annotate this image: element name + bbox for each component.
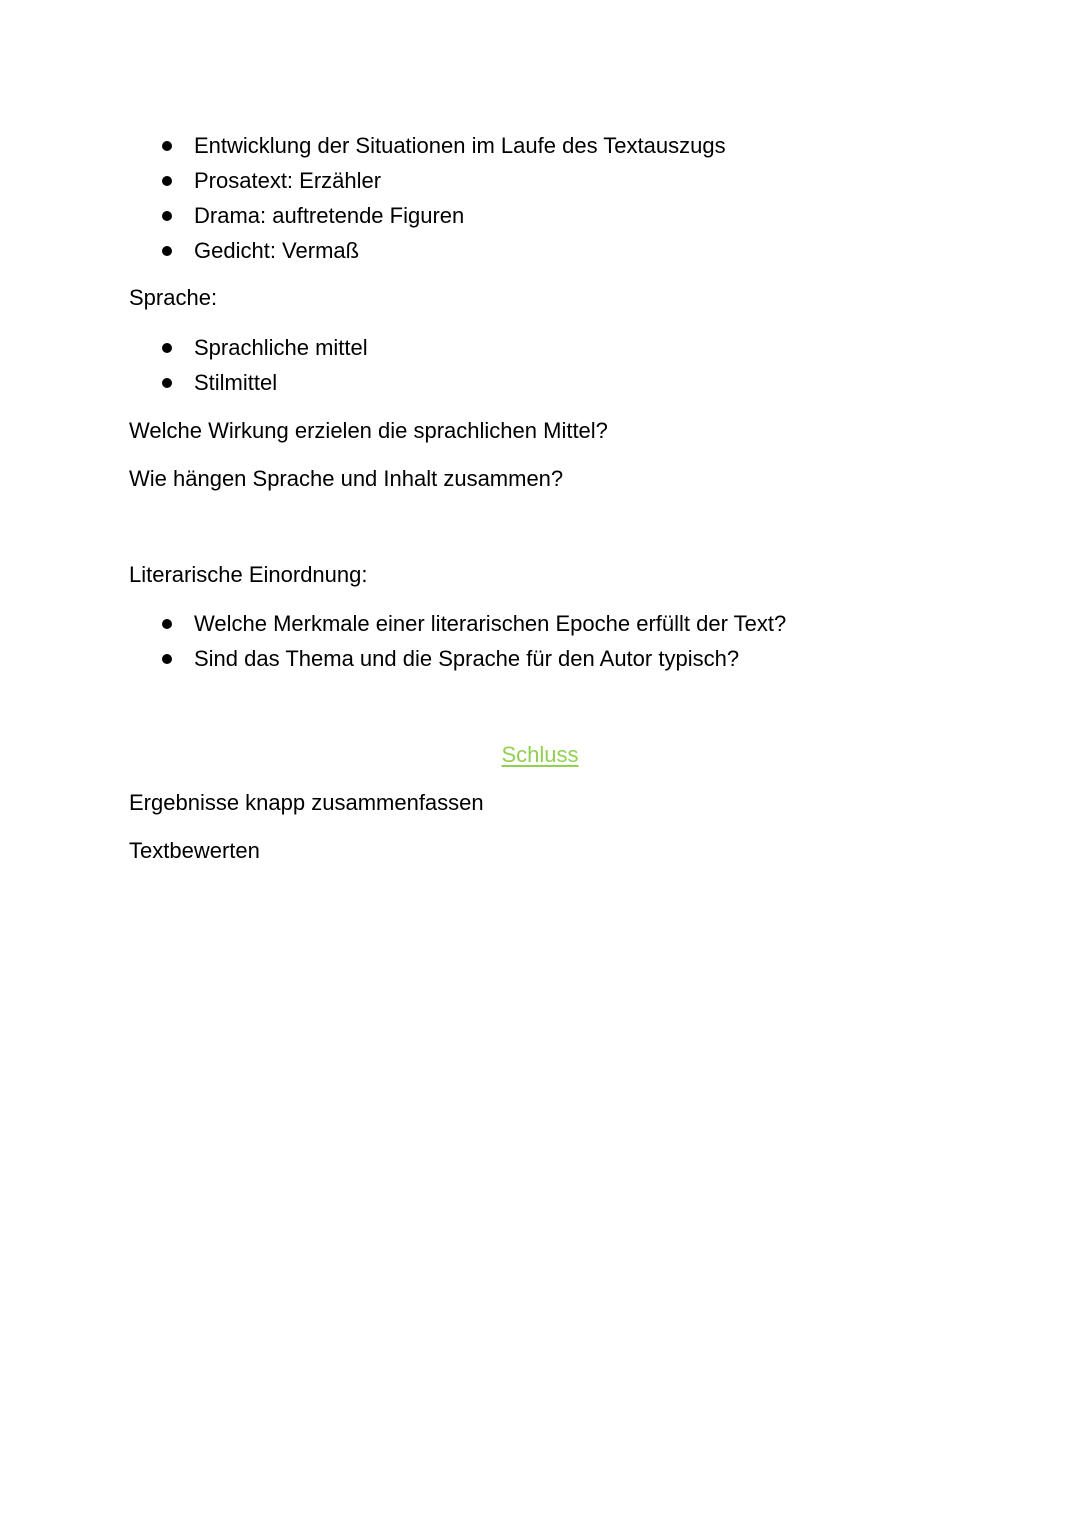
paragraph: Textbewerten (129, 838, 260, 863)
bullet-icon (162, 211, 172, 221)
question: Wie hängen Sprache und Inhalt zusammen? (129, 466, 564, 491)
list-item: Prosatext: Erzähler (194, 168, 382, 193)
bullet-icon (162, 343, 172, 353)
section-label-einordnung: Literarische Einordnung: (129, 562, 368, 587)
list-item: Welche Merkmale einer literarischen Epoche erfüllt der Text? (194, 611, 787, 636)
question: Welche Wirkung erzielen die sprachlichen Mittel? (129, 418, 608, 443)
section-label-sprache: Sprache: (129, 285, 218, 310)
list-item: Entwicklung der Situationen im Laufe des Textauszugs (194, 133, 726, 158)
bullet-icon (162, 141, 172, 151)
list-item: Sprachliche mittel (194, 335, 368, 360)
bullet-icon (162, 378, 172, 388)
bullet-icon (162, 654, 172, 664)
paragraph: Ergebnisse knapp zusammenfassen (129, 790, 484, 815)
list-item: Drama: auftretende Figuren (194, 203, 465, 228)
schluss-heading (0, 741, 1080, 769)
list-item: Stilmittel (194, 370, 278, 395)
schluss-heading-text: Schluss (501, 742, 579, 767)
list-item: Sind das Thema und die Sprache für den Autor typisch? (194, 646, 740, 671)
list-item: Gedicht: Vermaß (194, 238, 360, 263)
bullet-icon (162, 619, 172, 629)
bullet-icon (162, 176, 172, 186)
bullet-icon (162, 246, 172, 256)
